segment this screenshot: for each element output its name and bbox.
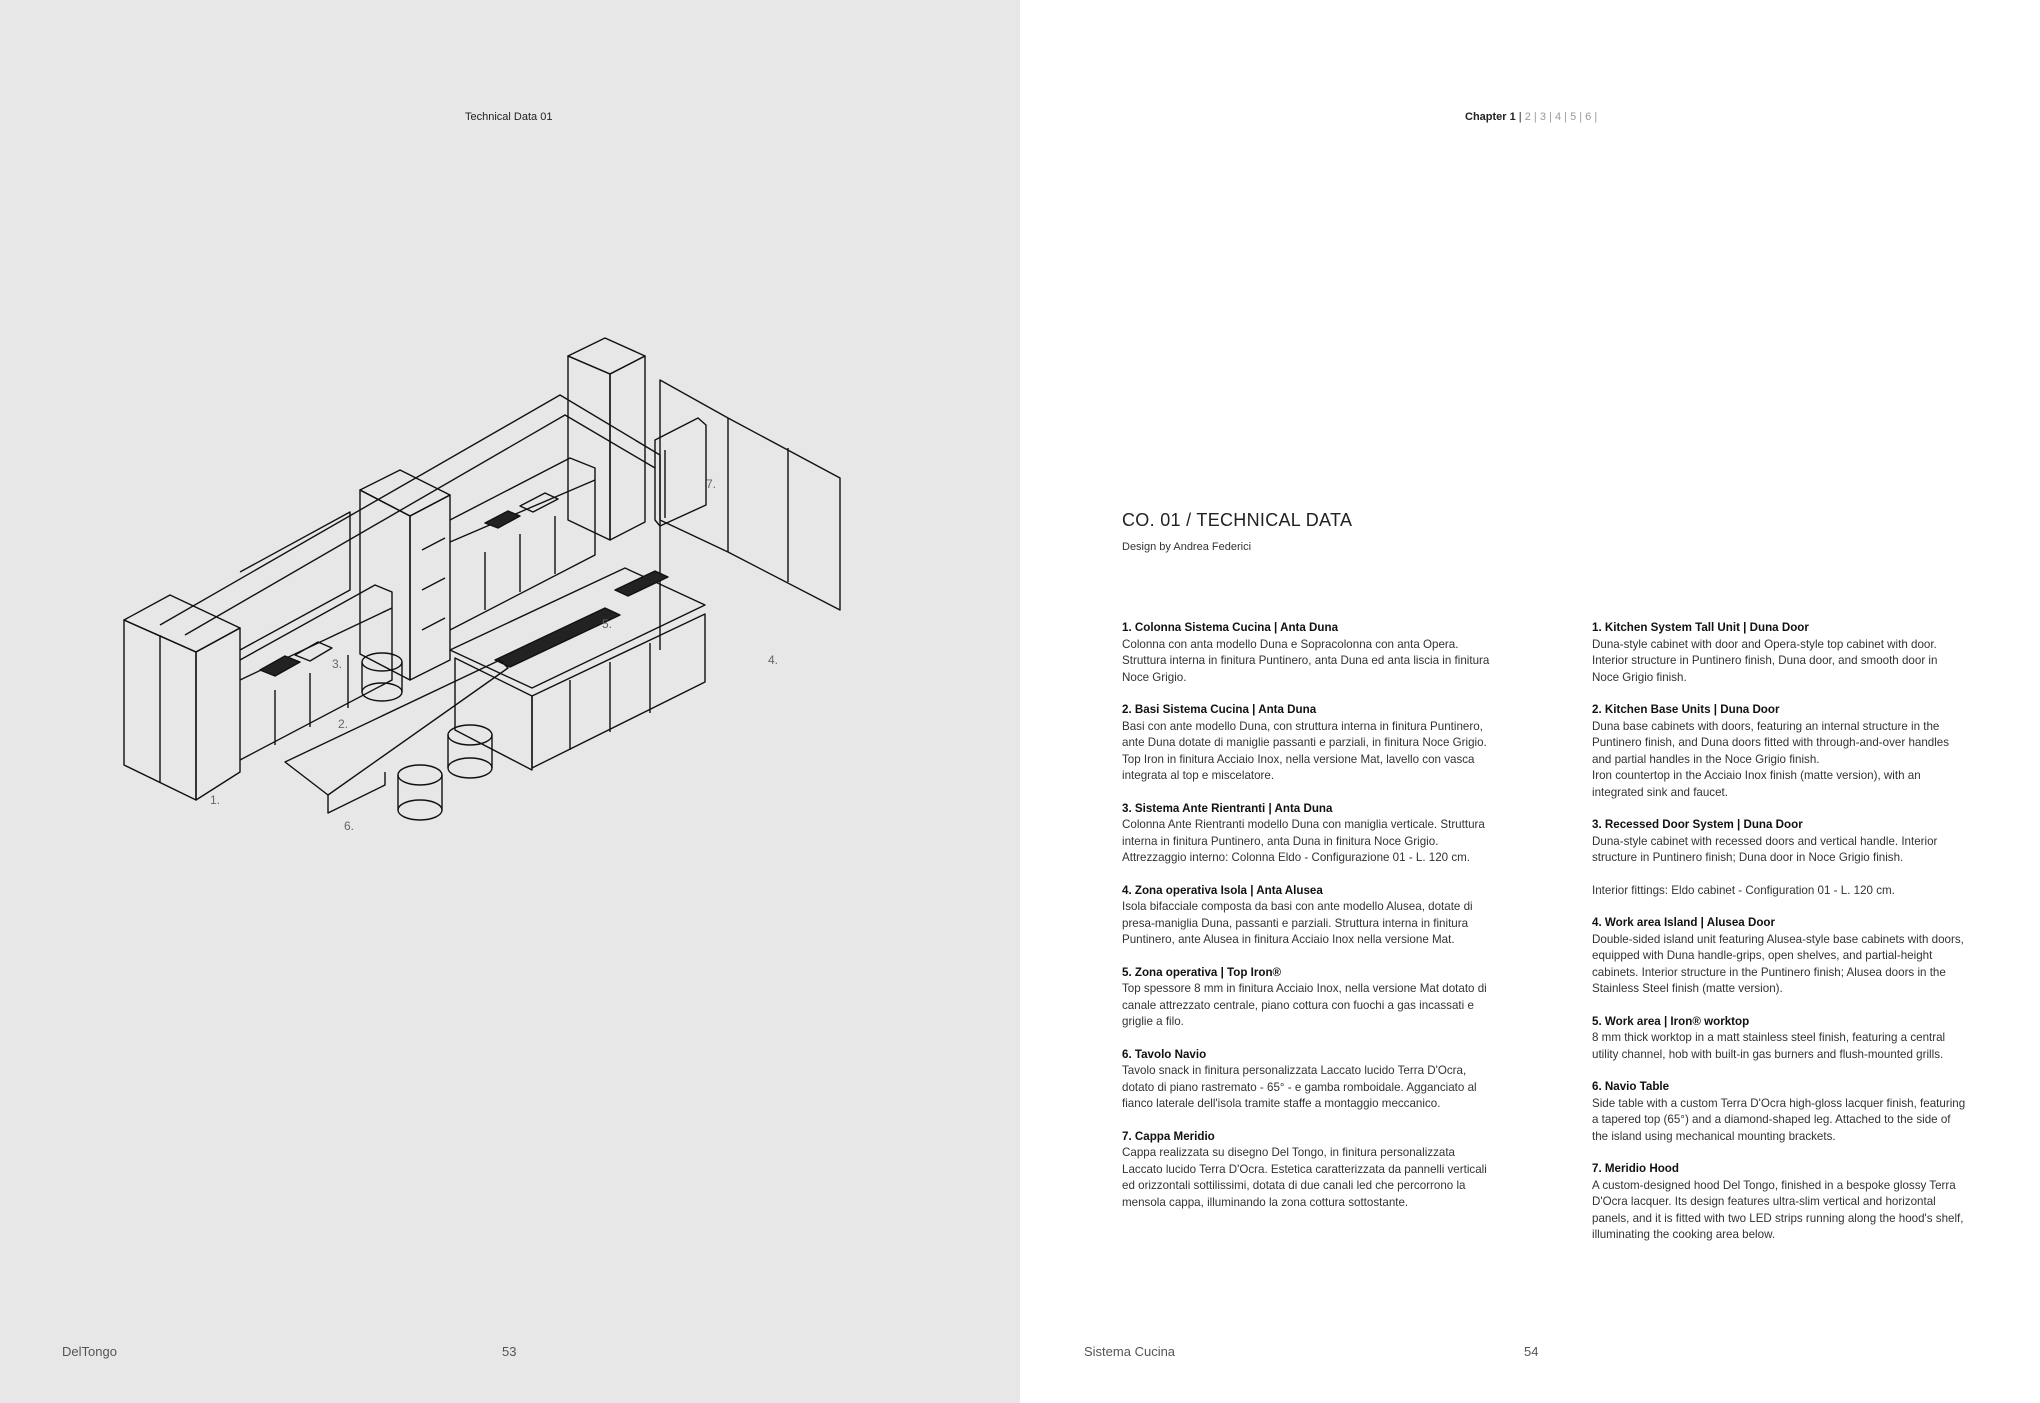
spec-item-it-3 — [1122, 801, 1497, 867]
spec-item-en-7 — [1592, 1161, 1967, 1244]
spec-item-en-1 — [1592, 620, 1967, 686]
spec-heading: 7. Meridio Hood — [1592, 1162, 1679, 1175]
spec-item-it-6 — [1122, 1047, 1497, 1113]
spec-item-en-3 — [1592, 817, 1967, 899]
spec-heading: 6. Navio Table — [1592, 1080, 1670, 1093]
spec-text: 8 mm thick worktop in a matt stainless steel finish, featuring a central utility channel, hob with built-in gas burners and flush-mounted grills. — [1592, 1031, 1946, 1061]
chapter-label: Chapter — [1465, 111, 1507, 123]
brand-name: DelTongo — [62, 1344, 117, 1359]
callout-1: 1. — [210, 793, 221, 807]
page-number-right: 54 — [1524, 1344, 1539, 1359]
callout-2: 2. — [338, 717, 349, 731]
callout-7: 7. — [706, 477, 717, 491]
spec-item-en-4 — [1592, 915, 1967, 998]
spec-text: Colonna Ante Rientranti modello Duna con maniglia verticale. Struttura interna in finitura Puntinero, anta Duna in finitura Noce Grigio. — [1122, 818, 1485, 848]
spec-text: Cappa realizzata su disegno Del Tongo, in finitura personalizzata Laccato lucido Terra D'Ocra. Estetica caratterizzata da pannelli verticali ed orizzontali sottilissimi, dotata di due canali led che percorrono la mensola cappa, illuminando la zona cottura sottostante. — [1122, 1146, 1487, 1209]
callout-3: 3. — [332, 657, 343, 671]
spec-text: Side table with a custom Terra D'Ocra high-gloss lacquer finish, featuring a tapered top (65°) and a diamond-shaped leg. Attached to the side of the island using mechanical mounting brackets. — [1592, 1096, 1966, 1143]
spec-text: Duna-style cabinet with recessed doors and vertical handle. Interior structure in Puntinero finish; Duna door in Noce Grigio finish. — [1592, 834, 1938, 864]
spec-heading: 3. Recessed Door System | Duna Door — [1592, 818, 1803, 831]
spec-item-en-5 — [1592, 1014, 1967, 1064]
spec-text: Tavolo snack in finitura personalizzata Laccato lucido Terra D'Ocra, dotato di piano rastremato - 65° - e gamba romboidale. Agganciato al fianco laterale dell'isola tramite staffe a montaggio meccanico. — [1122, 1064, 1477, 1110]
spec-heading: 2. Basi Sistema Cucina | Anta Duna — [1122, 703, 1317, 716]
callout-4: 4. — [768, 653, 779, 667]
spec-item-it-5 — [1122, 965, 1497, 1031]
running-head: Technical Data 01 — [465, 111, 553, 123]
spec-item-it-7 — [1122, 1129, 1497, 1212]
spec-heading: 4. Zona operativa Isola | Anta Alusea — [1122, 883, 1323, 897]
spec-item-it-1 — [1122, 620, 1497, 686]
spec-text: Duna base cabinets with doors, featuring an internal structure in the Puntinero finish, and Duna doors fitted with through-and-over handles and partial handles in the Noce Grigio finish. — [1592, 719, 1950, 766]
spec-text: Colonna con anta modello Duna e Sopracolonna con anta Opera. Struttura interna in finitura Puntinero, anta Duna ed anta liscia in finitura Noce Grigio. — [1122, 637, 1490, 684]
page-number-left: 53 — [502, 1344, 517, 1359]
chapter-2[interactable]: 2 — [1524, 111, 1531, 123]
right-page — [1020, 0, 2040, 1403]
spec-item-it-2 — [1122, 702, 1497, 785]
spec-text: Duna-style cabinet with door and Opera-style top cabinet with door. Interior structure in Puntinero finish, Duna door, and smooth door in Noce Grigio finish. — [1592, 637, 1938, 684]
chapter-5[interactable]: 5 — [1570, 111, 1577, 123]
spec-heading: 6. Tavolo Navio — [1122, 1047, 1207, 1061]
page-title: CO. 01 / TECHNICAL DATA — [1122, 510, 1353, 530]
spec-text: Iron countertop in the Acciaio Inox finish (matte version), with an integrated sink and faucet. — [1592, 769, 1921, 799]
spec-item-en-6 — [1592, 1079, 1967, 1145]
spec-text: Isola bifacciale composta da basi con ante modello Alusea, dotate di presa-maniglia Duna, passanti e parziali. Struttura interna in finitura Puntinero, ante Alusea in finitura Acciaio Inox nella versione Mat. — [1122, 900, 1473, 946]
spec-heading: 5. Work area | Iron® worktop — [1592, 1014, 1750, 1028]
italian-column — [1122, 620, 1497, 1227]
chapter-6[interactable]: 6 — [1585, 111, 1592, 123]
chapter-4[interactable]: 4 — [1554, 111, 1562, 123]
spec-heading: 7. Cappa Meridio — [1122, 1129, 1215, 1143]
spec-text: Basi con ante modello Duna, con struttura interna in finitura Puntinero, ante Duna dotate di maniglie passanti e parziali, in finitura Noce Grigio. — [1122, 719, 1487, 749]
chapter-3[interactable]: 3 — [1539, 111, 1546, 123]
spec-heading: 1. Colonna Sistema Cucina | Anta Duna — [1122, 621, 1339, 634]
spec-item-en-2 — [1592, 702, 1967, 801]
spec-heading: 3. Sistema Ante Rientranti | Anta Duna — [1122, 801, 1333, 815]
spec-heading: 5. Zona operativa | Top Iron® — [1122, 965, 1282, 979]
spec-heading: 2. Kitchen Base Units | Duna Door — [1592, 703, 1780, 716]
spec-text: Top spessore 8 mm in finitura Acciaio Inox, nella versione Mat dotato di canale attrezzato centrale, piano cottura con fuochi a gas incassati e griglie a filo. — [1122, 982, 1487, 1028]
spec-heading: 4. Work area Island | Alusea Door — [1592, 916, 1776, 929]
spec-heading: 1. Kitchen System Tall Unit | Duna Door — [1592, 621, 1809, 634]
spec-item-it-4 — [1122, 883, 1497, 949]
footer-title: Sistema Cucina — [1084, 1344, 1176, 1359]
kitchen-isometric-drawing — [100, 290, 920, 850]
chapter-current[interactable]: 1 — [1509, 111, 1516, 123]
callout-5: 5. — [602, 617, 613, 631]
spec-text: Double-sided island unit featuring Alusea-style base cabinets with doors, equipped with Duna handle-grips, open shelves, and partial-height cabinets. Interior structure in the Puntinero finish; Alusea doors in the Stainless Steel finish (matte version). — [1592, 932, 1964, 995]
chapter-nav: Chapter 1 | 2 | 3 | 4 | 5 | 6 | — [1465, 111, 1598, 123]
english-column — [1592, 620, 1967, 1260]
spec-text: Top Iron in finitura Acciaio Inox, nella versione Mat, lavello con vasca integrata al top e miscelatore. — [1122, 752, 1475, 782]
page-subtitle: Design by Andrea Federici — [1122, 541, 1252, 553]
spec-text: Attrezzaggio interno: Colonna Eldo - Configurazione 01 - L. 120 cm. — [1122, 851, 1471, 864]
spec-text: Interior fittings: Eldo cabinet - Configuration 01 - L. 120 cm. — [1592, 883, 1895, 897]
spec-text: A custom-designed hood Del Tongo, finished in a bespoke glossy Terra D'Ocra lacquer. Its design features ultra-slim vertical and horizontal panels, and it is fitted with two LED strips running along the hood's shelf, illuminating the cooking area below. — [1592, 1178, 1964, 1241]
callout-6: 6. — [344, 819, 355, 833]
